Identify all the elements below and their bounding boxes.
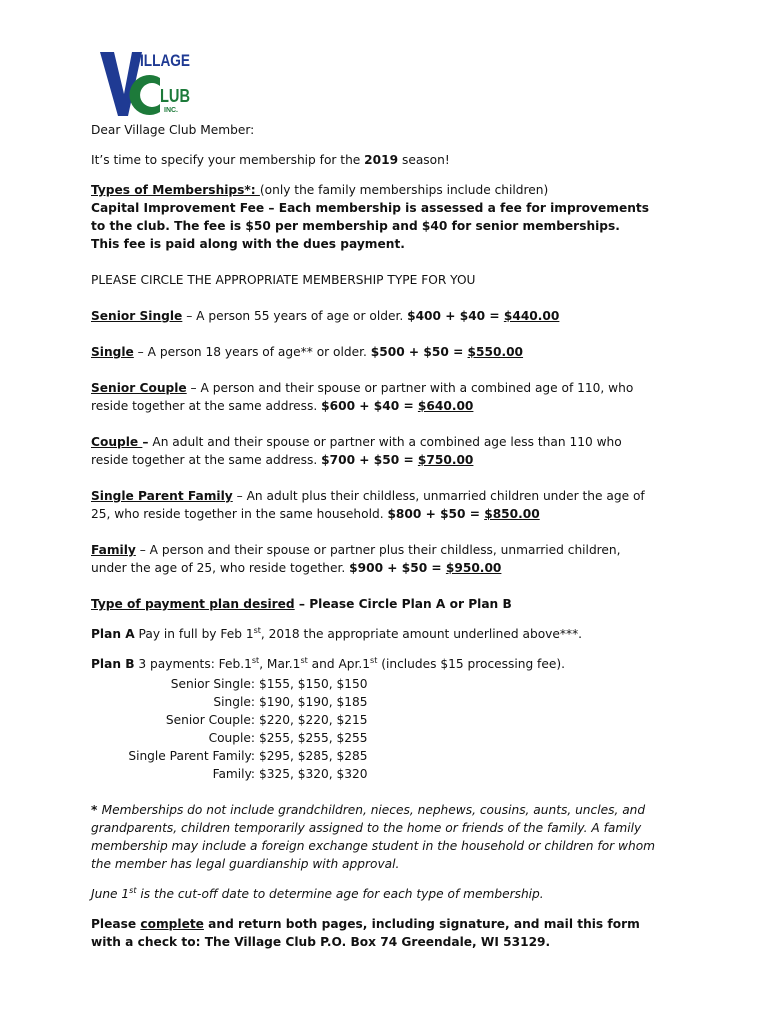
- membership-single[interactable]: [91, 343, 691, 361]
- schedule-label: Senior Single:: [170, 677, 255, 691]
- plan-b-text: and Apr.1: [307, 657, 371, 671]
- membership-formula: $500 + $50 =: [370, 345, 468, 359]
- plan-a-text: Pay in full by Feb 1: [134, 627, 254, 641]
- footnote-text: Memberships do not include grandchildren, nieces, nephews, cousins, aunts, uncles, and: [101, 803, 646, 817]
- fee-line-2: to the club. The fee is $50 per membership and $40 for senior memberships.: [91, 219, 620, 233]
- circle-instruction: PLEASE CIRCLE THE APPROPRIATE MEMBERSHIP TYPE FOR YOU: [91, 273, 476, 287]
- schedule-values: $325, $320, $320: [259, 767, 368, 781]
- schedule-row: [91, 711, 691, 729]
- membership-total: $550.00: [467, 345, 524, 359]
- membership-senior-couple[interactable]: [91, 379, 691, 415]
- footnote-line-1: [91, 801, 691, 819]
- membership-line-2: [91, 397, 691, 415]
- membership-name: Single: [91, 345, 134, 359]
- membership-single-parent-family[interactable]: [91, 487, 691, 523]
- closing-instructions: [91, 915, 691, 951]
- payment-plan-heading-line: [91, 595, 691, 613]
- membership-total: $950.00: [445, 561, 502, 575]
- membership-formula: $600 + $40 =: [321, 399, 418, 413]
- types-heading-line: [91, 181, 691, 199]
- plan-b-text: , Mar.1: [259, 657, 301, 671]
- plan-b-sup: st: [300, 655, 308, 665]
- membership-dash: –: [142, 435, 149, 449]
- schedule-label: Couple:: [208, 731, 255, 745]
- membership-desc: – A person and their spouse or partner plus their childless, unmarried children,: [135, 543, 621, 557]
- membership-family[interactable]: [91, 541, 691, 577]
- plan-b-sup: st: [251, 655, 260, 665]
- schedule-values: $255, $255, $255: [259, 731, 368, 745]
- footnote-star: *: [91, 803, 102, 817]
- intro-line: [91, 151, 691, 169]
- schedule-values: $220, $220, $215: [259, 713, 368, 727]
- plan-a-label: Plan A: [91, 627, 135, 641]
- plan-b-text: 3 payments: Feb.1: [134, 657, 252, 671]
- closing-text-end: and return both pages, including signature, and mail this form: [203, 917, 640, 931]
- schedule-label: Single:: [213, 695, 255, 709]
- schedule-values: $190, $190, $185: [259, 695, 368, 709]
- closing-text: Please: [91, 917, 141, 931]
- membership-desc-cont: under the age of 25, who reside together.: [91, 561, 350, 575]
- membership-desc: – An adult plus their childless, unmarried children under the age of: [232, 489, 645, 503]
- cutoff-text: June 1: [91, 887, 130, 901]
- letter-body: [91, 121, 691, 951]
- membership-name: Couple: [91, 435, 143, 449]
- membership-formula: $900 + $50 =: [349, 561, 446, 575]
- closing-line-2: with a check to: The Village Club P.O. Box 74 Greendale, WI 53129.: [91, 935, 551, 949]
- membership-desc-cont: reside together at the same address.: [91, 453, 322, 467]
- schedule-row: [91, 675, 691, 693]
- membership-desc-cont: 25, who reside together in the same household.: [91, 507, 388, 521]
- fee-line-3: This fee is paid along with the dues payment.: [91, 237, 405, 251]
- footnote-line-2: grandparents, children temporarily assigned to the home or friends of the family. A family: [91, 821, 642, 835]
- footnote: [91, 801, 691, 873]
- membership-total: $440.00: [503, 309, 560, 323]
- logo-text-inc: INC.: [164, 107, 178, 114]
- cutoff-text-end: is the cut-off date to determine age for each type of membership.: [136, 887, 544, 901]
- schedule-row: [91, 693, 691, 711]
- membership-couple[interactable]: [91, 433, 691, 469]
- membership-total: $750.00: [417, 453, 474, 467]
- payment-plan-circle[interactable]: – Please Circle Plan A or Plan B: [294, 597, 512, 611]
- membership-line-1: [91, 541, 691, 559]
- closing-line-1: [91, 915, 691, 933]
- plan-a-line: [91, 625, 691, 643]
- membership-total: $850.00: [484, 507, 540, 521]
- plan-b-label: Plan B: [91, 657, 135, 671]
- types-note: (only the family memberships include children): [259, 183, 549, 197]
- membership-desc: – A person and their spouse or partner with a combined age of 110, who: [186, 381, 634, 395]
- membership-name: Senior Single: [91, 309, 183, 323]
- membership-line-2: [91, 505, 691, 523]
- schedule-label: Single Parent Family:: [128, 749, 255, 763]
- closing-complete: complete: [140, 917, 204, 931]
- membership-desc: – A person 55 years of age or older.: [182, 309, 408, 323]
- schedule-row: [91, 729, 691, 747]
- schedule-label: Senior Couple:: [165, 713, 255, 727]
- greeting: Dear Village Club Member:: [91, 123, 255, 137]
- fee-line-1: Capital Improvement Fee – Each membership is assessed a fee for improvements: [91, 201, 649, 215]
- payment-plan-heading: Type of payment plan desired: [91, 597, 295, 611]
- membership-name: Single Parent Family: [91, 489, 233, 503]
- membership-desc: – A person 18 years of age** or older.: [133, 345, 371, 359]
- cutoff-note: [91, 885, 691, 903]
- membership-desc-cont: reside together at the same address.: [91, 399, 322, 413]
- intro-text: It’s time to specify your membership for the: [91, 153, 365, 167]
- schedule-values: $155, $150, $150: [259, 677, 368, 691]
- schedule-row: [91, 747, 691, 765]
- membership-formula: $700 + $50 =: [321, 453, 418, 467]
- plan-a-sup: st: [253, 625, 261, 635]
- intro-text-end: season!: [398, 153, 450, 167]
- membership-name: Family: [91, 543, 136, 557]
- cutoff-sup: st: [129, 885, 137, 895]
- membership-types-section: [91, 181, 691, 253]
- membership-name: Senior Couple: [91, 381, 187, 395]
- membership-line-2: [91, 559, 691, 577]
- schedule-values: $295, $285, $285: [259, 749, 368, 763]
- membership-line-2: [91, 451, 691, 469]
- schedule-row: [91, 765, 691, 783]
- membership-formula: $800 + $50 =: [387, 507, 485, 521]
- membership-total: $640.00: [417, 399, 474, 413]
- membership-desc: An adult and their spouse or partner with a combined age less than 110 who: [148, 435, 622, 449]
- plan-b-line: [91, 655, 691, 673]
- membership-line-1: [91, 379, 691, 397]
- membership-formula: $400 + $40 =: [407, 309, 504, 323]
- footnote-line-4: the member has legal guardianship with approval.: [91, 857, 400, 871]
- plan-a-text-end: , 2018 the appropriate amount underlined above***.: [260, 627, 583, 641]
- plan-b-sup: st: [370, 655, 378, 665]
- logo-text-illage: ILLAGE: [140, 51, 190, 70]
- plan-b-schedule: [91, 675, 691, 783]
- types-heading: Types of Memberships*:: [91, 183, 260, 197]
- membership-line-1: [91, 433, 691, 451]
- footnote-line-3: membership may include a foreign exchange student in the household or children for whom: [91, 839, 656, 853]
- schedule-label: Family:: [212, 767, 255, 781]
- plan-b-text-end: (includes $15 processing fee).: [377, 657, 565, 671]
- logo-text-lub: LUB: [160, 86, 190, 106]
- membership-line-1: [91, 487, 691, 505]
- season-year: 2019: [364, 153, 399, 167]
- membership-senior-single[interactable]: [91, 307, 691, 325]
- village-club-logo: [98, 46, 194, 118]
